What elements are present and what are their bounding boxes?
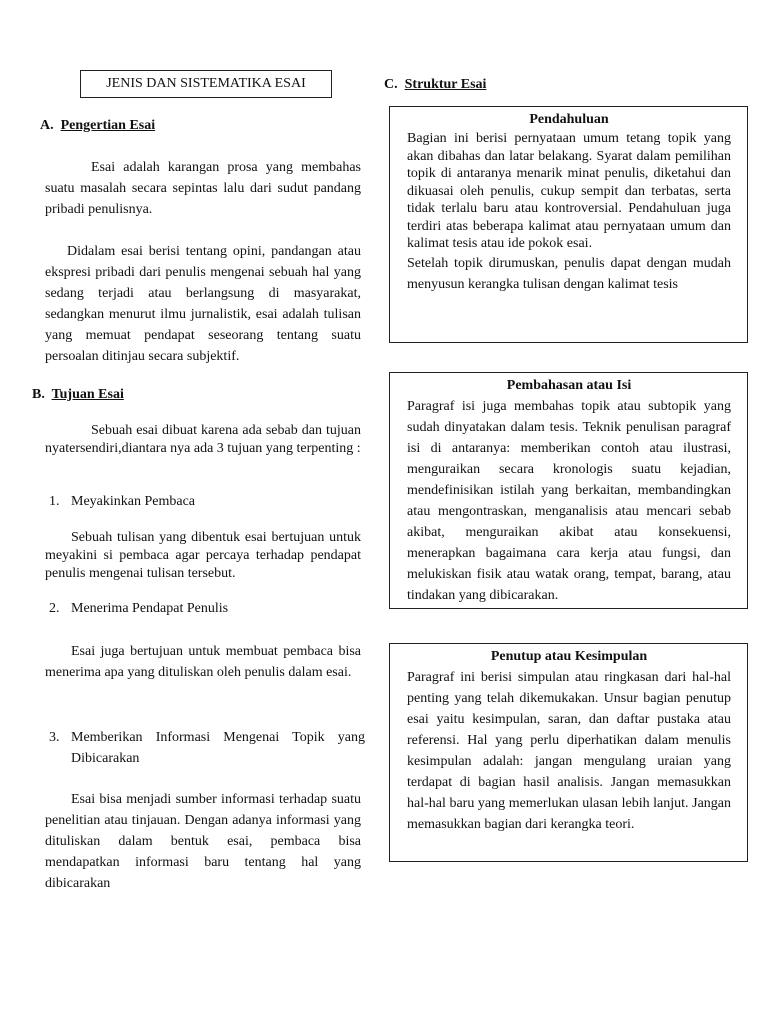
structure-box-pembahasan: [389, 372, 748, 609]
pendahuluan-title: Pendahuluan: [529, 112, 609, 127]
section-a-para1-text: Esai adalah karangan prosa yang membahas suatu masalah secara sepintas lalu dari sudut pandang pribadi penulisnya.: [45, 160, 361, 217]
pendahuluan-body-2: Setelah topik dirumuskan, penulis dapat dengan mudah menyusun kerangka tulisan dengan kalimat tesis: [407, 255, 731, 292]
penutup-title: Penutup atau Kesimpulan: [490, 649, 648, 664]
section-a-letter: A.: [40, 118, 54, 133]
list-item-3-title: [49, 727, 365, 769]
list-item-1-title: [49, 494, 195, 510]
list-item-3-number: 3.: [49, 730, 60, 745]
list-item-1-title-text: Meyakinkan Pembaca: [71, 494, 196, 509]
document-title: JENIS DAN SISTEMATIKA ESAI: [80, 70, 332, 98]
list-item-1-body: [45, 529, 361, 583]
section-c-heading: [384, 77, 486, 93]
section-b-title: Tujuan Esai: [51, 387, 124, 402]
list-item-2-body-text: Esai juga bertujuan untuk membuat pembaca bisa menerima apa yang dituliskan oleh penulis dalam esai.: [45, 644, 361, 680]
section-b-letter: B.: [32, 387, 45, 402]
pendahuluan-body: Bagian ini berisi pernyataan umum tetang topik yang akan dibahas dan latar belakang. Syarat dalam pemilihan topik di antaranya menarik minat penulis, diketahui dan dikuasai oleh penulis, cukup sempit dan terbatas, serta tidak terlalu baru atau kontroversial. Pendahuluan juga terdiri atas beberapa kalimat atau pernyataan umum dan kalimat tesis atau ide pokok esai.: [407, 131, 731, 251]
structure-box-pendahuluan: [389, 106, 748, 343]
list-item-3-title-text: Memberikan Informasi Mengenai Topik yang Dibicarakan: [71, 730, 365, 766]
list-item-2-title: [49, 601, 228, 617]
penutup-body: Paragraf ini berisi simpulan atau ringkasan dari hal-hal penting yang telah dikemukakan. Unsur bagian penutup esai yaitu kesimpulan, saran, dan daftar pustaka atau referensi. Hal yang perlu diperhatikan dalam menulis kesimpulan adalah: jangan mengulang uraian yang terdapat di bagian hasil analisis. Jangan memasukkan hal-hal baru yang memerlukan ulasan lebih lanjut. Jangan memasukkan bagian dari kerangka teori.: [407, 670, 731, 832]
list-item-3-body: [45, 789, 361, 894]
section-c-letter: C.: [384, 77, 398, 92]
list-item-1-number: 1.: [49, 494, 60, 509]
section-b-intro-text: Sebuah esai dibuat karena ada sebab dan tujuan nyatersendiri,diantara nya ada 3 tujuan yang terpenting :: [45, 423, 361, 456]
section-a-title: Pengertian Esai: [60, 118, 156, 133]
section-b-intro: [45, 422, 361, 458]
pembahasan-title: Pembahasan atau Isi: [506, 378, 632, 393]
list-item-3-body-text: Esai bisa menjadi sumber informasi terhadap suatu penelitian atau tinjauan. Dengan adanya informasi yang dituliskan dalam bentuk esai, pembaca bisa mendapatkan informasi baru tentang hal yang dibicarakan: [45, 792, 361, 891]
section-a-para2: [45, 241, 361, 367]
pembahasan-body: Paragraf isi juga membahas topik atau subtopik yang sudah dinyatakan dalam tesis. Teknik penulisan paragraf isi di antaranya: memberikan contoh atau ilustrasi, menguraikan secara kronologis suatu kejadian, mendefinisikan istilah yang berkaitan, membandingkan atau mengontraskan, menganalisis atau mencari sebab akibat, menguraikan akibat atau konsekuensi, menerapkan bagaimana cara kerja atau fungsi, dan melukiskan fisik atau watak orang, tempat, barang, atau tindakan yang dibicarakan.: [407, 399, 731, 603]
section-c-title: Struktur Esai: [404, 77, 487, 92]
list-item-2-title-text: Menerima Pendapat Penulis: [71, 601, 229, 616]
section-a-heading: [40, 118, 155, 134]
section-b-heading: [32, 387, 124, 403]
section-a-para2-text: Didalam esai berisi tentang opini, pandangan atau ekspresi pribadi dari penulis mengenai sebuah hal yang sedang terjadi atau berlangsung di masyarakat, sedangkan menurut ilmu jurnalistik, esai adalah tulisan yang memuat pendapat seseorang tentang suatu persoalan ditinjau secara subjektif.: [45, 244, 361, 364]
list-item-2-body: [45, 641, 361, 683]
list-item-2-number: 2.: [49, 601, 60, 616]
list-item-1-body-text: Sebuah tulisan yang dibentuk esai bertujuan untuk meyakini si pembaca agar percaya terhadap pendapat penulis mengenai tulisan tersebut.: [45, 530, 361, 581]
structure-box-penutup: [389, 643, 748, 862]
section-a-para1: [45, 157, 361, 220]
